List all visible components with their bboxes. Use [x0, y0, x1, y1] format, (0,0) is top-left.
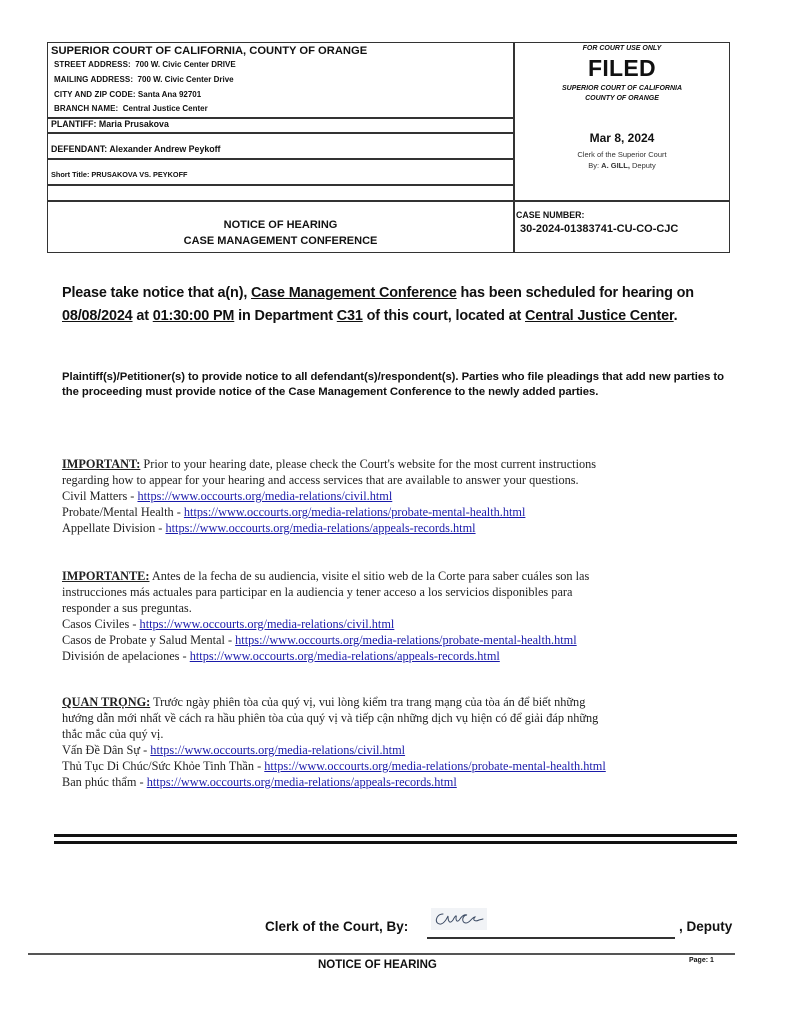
mailing-address-label: MAILING ADDRESS:	[54, 75, 134, 84]
link-label: Casos Civiles -	[62, 617, 140, 631]
notice-text: at	[132, 308, 153, 324]
section-text-line: hướng dẫn mới nhất về cách ra hầu phiên tòa của quý vị và tiếp cận những dịch vụ hiện có để giải đáp những	[62, 711, 599, 725]
section-vietnamese	[62, 694, 742, 790]
link-row	[62, 774, 742, 790]
hearing-type: Case Management Conference	[251, 285, 457, 301]
stamp-court-line1: SUPERIOR COURT OF CALIFORNIA	[561, 85, 683, 92]
link-label: División de apelaciones -	[62, 649, 190, 663]
city-zip-value: Santa Ana 92701	[137, 90, 202, 99]
street-address-label: STREET ADDRESS:	[54, 60, 131, 69]
branch-value: Central Justice Center	[122, 104, 208, 113]
stamp-clerk	[514, 149, 730, 171]
link-row	[62, 520, 742, 536]
appeals-link[interactable]: https://www.occourts.org/media-relations/appeals-records.html	[165, 521, 476, 535]
signature-line	[427, 937, 675, 939]
for-court-use-label: FOR COURT USE ONLY	[582, 45, 662, 52]
stamp-deputy-suffix: Deputy	[632, 161, 656, 170]
stamp-court	[514, 84, 730, 103]
page-number: Page: 1	[689, 957, 714, 964]
link-label: Casos de Probate y Salud Mental -	[62, 633, 236, 647]
notice-text: Please take notice that a(n),	[62, 285, 252, 301]
section-text-line: responder a sus preguntas.	[62, 601, 192, 615]
caption-box	[47, 42, 730, 253]
section-text: Antes de la fecha de su audiencia, visite el sitio web de la Corte para saber cuáles son las	[149, 569, 590, 583]
civil-link[interactable]: https://www.occourts.org/media-relations/civil.html	[150, 743, 406, 757]
filed-stamp: FILED	[588, 55, 656, 81]
court-name: SUPERIOR COURT OF CALIFORNIA, COUNTY OF ORANGE	[51, 45, 368, 57]
short-title	[51, 170, 188, 179]
notice-text: in Department	[234, 308, 337, 324]
plaintiff	[51, 119, 169, 129]
probate-link[interactable]: https://www.occourts.org/media-relations/probate-mental-health.html	[235, 633, 577, 647]
notice-instructions: Plaintiff(s)/Petitioner(s) to provide notice to all defendant(s)/respondent(s). Parties who file pleadings that add new parties to the proceeding must provide notice of the Case Management Conference to the newly added parties.	[62, 371, 724, 398]
double-rule-top	[54, 834, 737, 837]
filed-date: Mar 8, 2024	[589, 131, 655, 145]
link-row	[62, 488, 742, 504]
city-zip-label: CITY AND ZIP CODE:	[54, 90, 136, 99]
mailing-address	[54, 75, 234, 84]
civil-link[interactable]: https://www.occourts.org/media-relations/civil.html	[137, 489, 393, 503]
section-english	[62, 456, 742, 536]
link-label: Civil Matters -	[62, 489, 138, 503]
notice-text: of this court, located at	[362, 308, 525, 324]
divider	[48, 158, 513, 160]
appeals-link[interactable]: https://www.occourts.org/media-relations/appeals-records.html	[189, 649, 500, 663]
street-address-value: 700 W. Civic Center DRIVE	[135, 60, 236, 69]
probate-link[interactable]: https://www.occourts.org/media-relations/probate-mental-health.html	[183, 505, 526, 519]
stamp-deputy	[514, 160, 730, 171]
stamp-deputy-name: A. GILL,	[601, 161, 630, 170]
section-text-line	[62, 568, 742, 584]
footer-rule	[28, 953, 735, 955]
document-title-line1: NOTICE OF HEARING	[223, 219, 338, 231]
appeals-link[interactable]: https://www.occourts.org/media-relations/appeals-records.html	[146, 775, 457, 789]
link-label: Thủ Tục Di Chúc/Sức Khỏe Tinh Thần -	[62, 759, 265, 773]
section-text-line: regarding how to appear for your hearing and access services that are available to answer your questions.	[62, 473, 579, 487]
short-title-label: Short Title:	[51, 170, 90, 179]
signature-image	[431, 908, 487, 930]
link-label: Appellate Division -	[62, 521, 166, 535]
hearing-date: 08/08/2024	[62, 308, 133, 324]
hearing-notice	[62, 282, 722, 328]
section-text-line	[62, 694, 742, 710]
plaintiff-value: Maria Prusakova	[98, 119, 169, 129]
double-rule-bottom	[54, 841, 737, 844]
hearing-location: Central Justice Center	[525, 308, 674, 324]
divider	[48, 200, 730, 202]
mailing-address-value: 700 W. Civic Center Drive	[137, 75, 234, 84]
divider	[48, 132, 513, 134]
section-text-line: thắc mắc của quý vị.	[62, 727, 164, 741]
deputy-label: , Deputy	[679, 919, 733, 934]
link-row	[62, 742, 742, 758]
link-row	[62, 648, 742, 664]
stamp-by: By:	[588, 161, 600, 170]
probate-link[interactable]: https://www.occourts.org/media-relations/probate-mental-health.html	[264, 759, 606, 773]
footer-title: NOTICE OF HEARING	[318, 959, 437, 971]
link-label: Vấn Đề Dân Sự -	[62, 743, 151, 757]
section-text-line: instrucciones más actuales para participar en la audiencia y tener acceso a los servicios disponibles para	[62, 585, 573, 599]
link-label: Ban phúc thẩm -	[62, 775, 147, 789]
link-row	[62, 616, 742, 632]
section-spanish	[62, 568, 742, 664]
short-title-value: PRUSAKOVA VS. PEYKOFF	[91, 170, 188, 179]
section-heading: QUAN TRỌNG:	[62, 695, 151, 709]
section-text: Prior to your hearing date, please check the Court's website for the most current instructions	[140, 457, 597, 471]
notice-text: .	[673, 308, 678, 324]
defendant-value: Alexander Andrew Peykoff	[109, 144, 221, 154]
section-text-line	[62, 456, 742, 472]
link-row	[62, 758, 742, 774]
case-number: 30-2024-01383741-CU-CO-CJC	[520, 223, 679, 235]
link-label: Probate/Mental Health -	[62, 505, 184, 519]
signature-scribble-icon	[431, 908, 487, 930]
civil-link[interactable]: https://www.occourts.org/media-relations/civil.html	[139, 617, 395, 631]
case-number-label: CASE NUMBER:	[516, 210, 585, 220]
notice-text: has been scheduled for hearing on	[456, 285, 694, 301]
hearing-time: 01:30:00 PM	[152, 308, 235, 324]
plaintiff-label: PLANTIFF:	[51, 119, 97, 129]
defendant	[51, 144, 220, 154]
section-text: Trước ngày phiên tòa của quý vị, vui lòng kiểm tra trang mạng của tòa án để biết những	[150, 695, 586, 709]
defendant-label: DEFENDANT:	[51, 144, 108, 154]
hearing-department: C31	[336, 308, 363, 324]
branch-label: BRANCH NAME:	[54, 104, 119, 113]
city-zip	[54, 90, 201, 99]
section-heading: IMPORTANT:	[62, 457, 141, 471]
section-heading: IMPORTANTE:	[62, 569, 150, 583]
divider	[48, 184, 513, 186]
stamp-court-line2: COUNTY OF ORANGE	[585, 94, 659, 102]
document-title	[48, 217, 513, 249]
document-title-line2: CASE MANAGEMENT CONFERENCE	[183, 235, 378, 247]
link-row	[62, 632, 742, 648]
branch-name	[54, 104, 208, 113]
link-row	[62, 504, 742, 520]
street-address	[54, 60, 236, 69]
stamp-clerk-line: Clerk of the Superior Court	[577, 150, 667, 159]
clerk-signature-label: Clerk of the Court, By:	[265, 919, 409, 934]
